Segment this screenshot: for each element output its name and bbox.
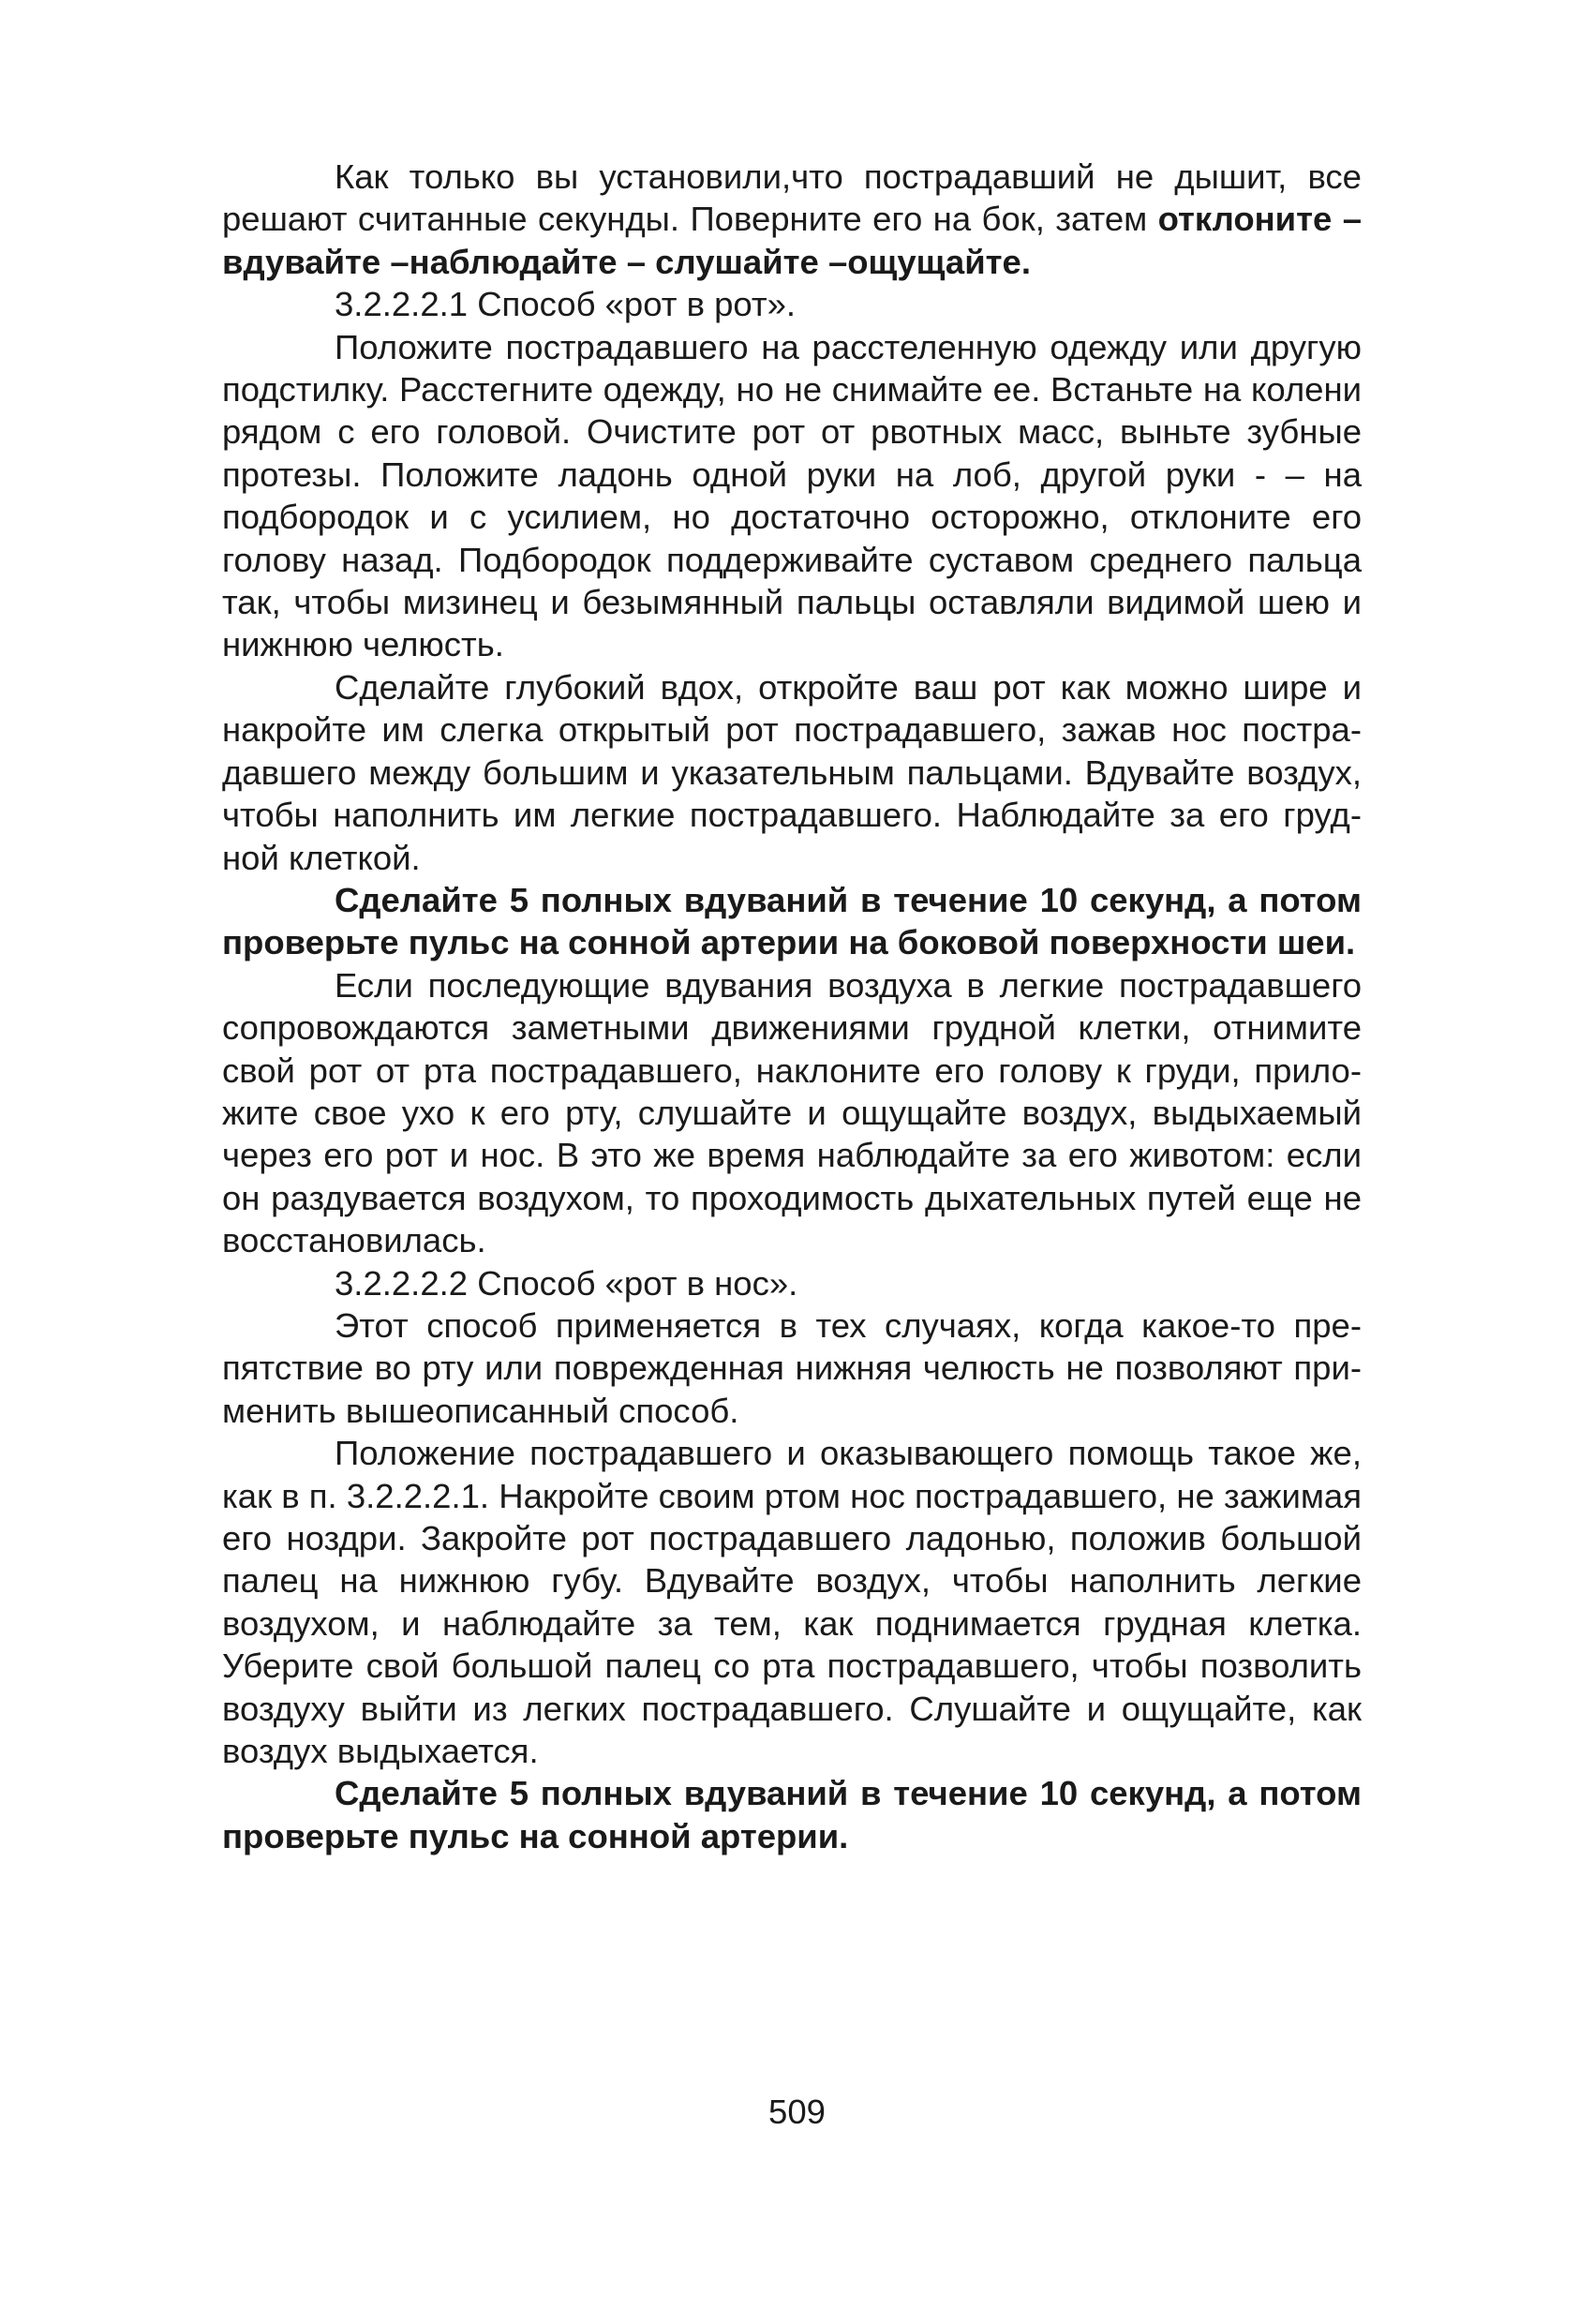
paragraph-bold-instruction-1: Сделайте 5 полных вдуваний в течение 10 секунд, а потом проверьте пульс на сонной артерии на боковой поверхности шеи. [222, 880, 1362, 962]
paragraph-bold-instruction-2: Сделайте 5 полных вдуваний в течение 10 секунд, а потом проверьте пульс на сонной артерии. [222, 1774, 1362, 1855]
paragraph-subsequent-breaths: Если последующие вдувания воздуха в легкие пострадавшего сопровождаются заметными движениями грудной клетки, отнимите свой рот от рта пострадавшего, наклоните его голову к груди, приложите свое ухо к его рту, слушайте и ощущайте воздух, выдыхаемый через его рот и нос. В это же время наблюдайте за его животом: если он раздувается воздухом, то проходимость дыхательных путей еще не восстановилась. [222, 965, 1362, 1260]
paragraph-intro [222, 156, 1362, 283]
paragraph-nose-procedure: Положение пострадавшего и оказывающего помощь такое же, как в п. 3.2.2.2.1. Накройте своим ртом нос пострадавшего, не зажимая его ноздри. Закройте рот пострадавшего ладонью, положив большой палец на нижнюю губу. Вдувайте воздух, чтобы наполнить легкие воздухом, и наблюдайте за тем, как поднимается грудная клетка. Уберите свой большой палец со рта пострадавшего, чтобы позволить воздуху выйти из легких пострадавшего. Слушайте и ощущайте, как воздух выдыхается. [222, 1434, 1362, 1771]
paragraph-deep-breath: Сделайте глубокий вдох, откройте ваш рот как можно шире и накройте им слегка открытый рот пострадавшего, зажав нос пострадавшего между большим и указательным пальцами. Вдувайте воздух, чтобы наполнить им легкие пострадавшего. Наблюдайте за его грудной клеткой. [222, 667, 1362, 877]
section-heading-mouth-to-mouth: 3.2.2.2.1 Способ «рот в рот». [335, 285, 797, 324]
document-body [222, 156, 1362, 1857]
paragraph-positioning: Положите пострадавшего на расстеленную одежду или другую подстилку. Расстегните одежду, но не снимайте ее. Встаньте на колени рядом с его головой. Очистите рот от рвотных масс, выньте зубные протезы. Положите ладонь одной руки на лоб, другой руки - – на подбородок и с усилием, но достаточно осторожно, отклоните его голову назад. Подбородок поддерживайте суставом среднего пальца так, чтобы мизинец и безымянный пальцы оставляли видимой шею и нижнюю челюсть. [222, 327, 1362, 664]
intro-bold-text: отклоните –вдувайте –наблюдайте – слушайте –ощущайте. [222, 200, 1362, 281]
page-number: 509 [768, 2093, 826, 2131]
paragraph-method-usage: Этот способ применяется в тех случаях, когда какое-то препятствие во рту или поврежденная нижняя челюсть не позволяют применить вышеописанный способ. [222, 1305, 1362, 1430]
section-heading-mouth-to-nose: 3.2.2.2.2 Способ «рот в нос». [335, 1263, 798, 1303]
intro-regular-text: Как только вы установили,что пострадавший не дышит, все решают считанные секунды. Поверните его на бок, затем [222, 157, 1362, 239]
